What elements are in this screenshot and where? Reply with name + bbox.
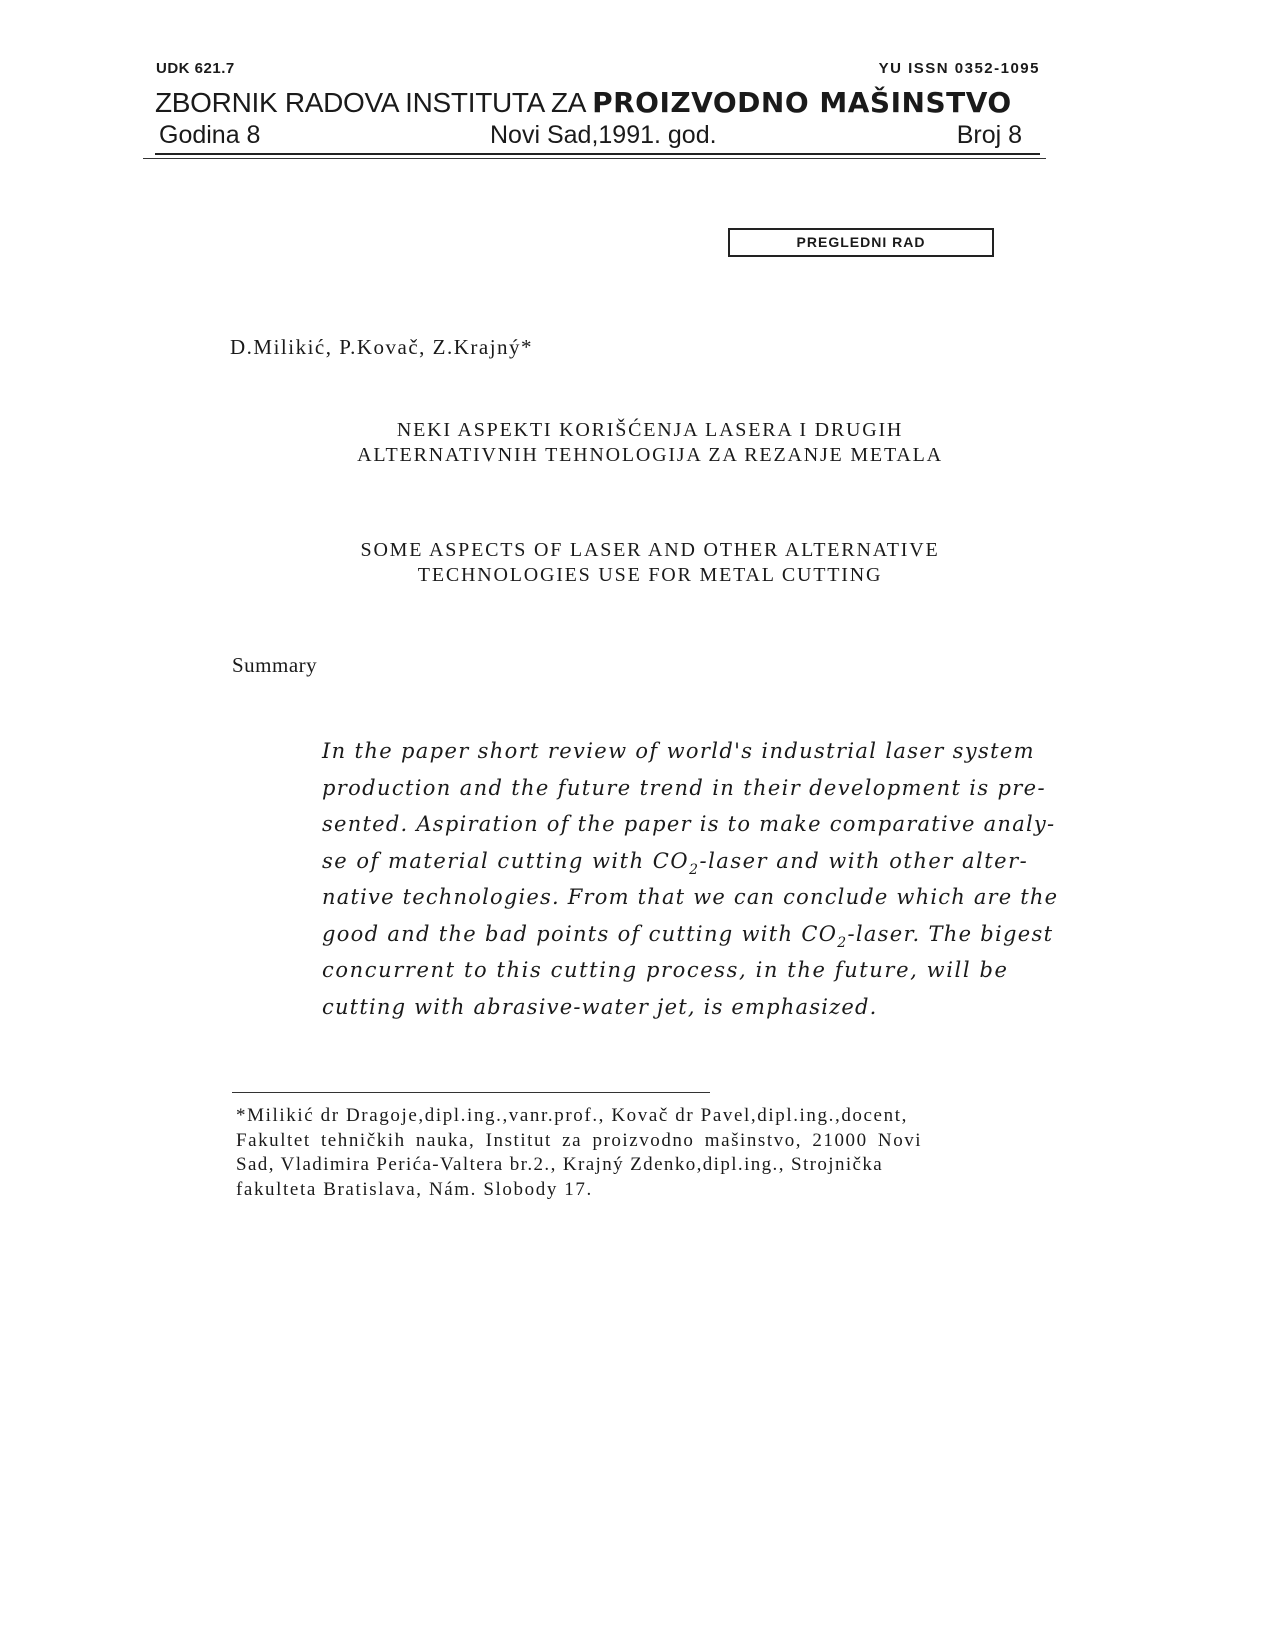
title-english	[200, 538, 1100, 588]
subscript: 2	[837, 934, 848, 951]
title-serbian-line: ALTERNATIVNIH TEHNOLOGIJA ZA REZANJE METALA	[357, 444, 943, 466]
abstract-line	[322, 843, 1082, 880]
title-english-line: SOME ASPECTS OF LASER AND OTHER ALTERNATIVE	[360, 539, 940, 561]
summary-heading: Summary	[232, 653, 318, 677]
subscript: 2	[689, 861, 700, 878]
title-serbian-line: NEKI ASPEKTI KORIŠĆENJA LASERA I DRUGIH	[396, 419, 904, 441]
abstract-line: production and the future trend in their development is pre-	[322, 775, 1046, 800]
abstract-text: -laser. The bigest	[847, 921, 1054, 946]
issue-number: Broj 8	[956, 121, 1022, 149]
issn-code: YU ISSN 0352-1095	[878, 60, 1040, 77]
abstract-line: native technologies. From that we can conclude which are the	[322, 885, 1059, 909]
footnote-line: fakulteta Bratislava, Nám. Slobody 17.	[236, 1178, 593, 1200]
abstract-line	[322, 916, 1082, 953]
authors: D.Milikić, P.Kovač, Z.Krajný*	[230, 335, 534, 359]
footnote-line: *Milikić dr Dragoje,dipl.ing.,vanr.prof., Kovač dr Pavel,dipl.ing.,docent,	[236, 1105, 908, 1126]
journal-title	[155, 86, 1012, 119]
udk-code: UDK 621.7	[156, 60, 235, 77]
abstract-text: good and the bad points of cutting with CO	[322, 921, 838, 946]
footnote-line: Fakultet tehničkih nauka, Institut za proizvodno mašinstvo, 21000 Novi	[236, 1129, 923, 1151]
abstract-text: se of material cutting with CO	[322, 848, 690, 873]
issue-line	[155, 121, 1040, 155]
journal-title-regular: ZBORNIK RADOVA INSTITUTA ZA	[155, 87, 593, 118]
abstract-line: In the paper short review of world's industrial laser system	[322, 739, 1035, 763]
footnote-rule	[232, 1092, 710, 1093]
abstract-line: cutting with abrasive-water jet, is emphasized.	[322, 994, 878, 1019]
abstract-line: concurrent to this cutting process, in the future, will be	[322, 958, 1009, 982]
footnote	[236, 1104, 1136, 1202]
footnote-line: Sad, Vladimira Perića-Valtera br.2., Krajný Zdenko,dipl.ing., Strojnička	[236, 1154, 884, 1175]
abstract	[322, 733, 1082, 1025]
place-date: Novi Sad,1991. god.	[490, 121, 717, 149]
journal-title-bold: PROIZVODNO MAŠINSTVO	[592, 86, 1012, 119]
title-serbian	[200, 418, 1100, 468]
abstract-line: sented. Aspiration of the paper is to make comparative analy-	[322, 812, 1056, 836]
masthead-divider	[143, 158, 1046, 159]
title-english-line: TECHNOLOGIES USE FOR METAL CUTTING	[417, 564, 883, 586]
volume-year: Godina 8	[159, 121, 261, 149]
paper-type-box: PREGLEDNI RAD	[728, 228, 994, 257]
abstract-text: -laser and with other alter-	[699, 848, 1029, 873]
